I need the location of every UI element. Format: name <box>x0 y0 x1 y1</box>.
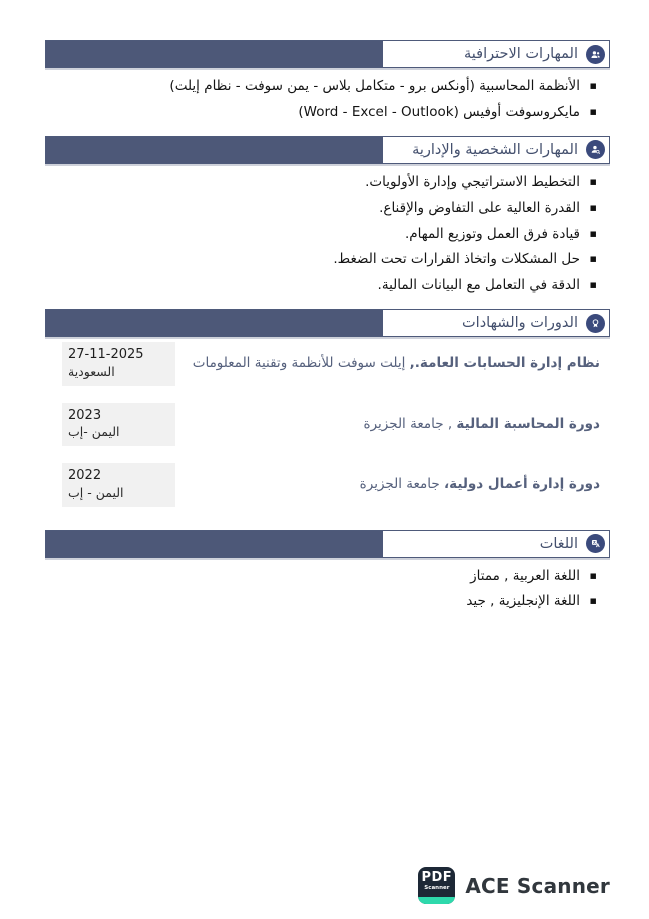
course-date-box <box>62 463 175 506</box>
languages-list <box>45 558 610 612</box>
section-header-courses <box>45 309 610 337</box>
header-bar-fill <box>46 41 384 67</box>
section-header-languages <box>45 530 610 558</box>
course-date: 27-11-2025 <box>68 347 144 363</box>
course-title-name: دورة المحاسبة المالية <box>456 415 600 432</box>
course-date-box <box>62 342 175 385</box>
list-item: ▪ الدقة في التعامل مع البيانات المالية. <box>45 276 597 295</box>
course-title-org: , جامعة الجزيرة <box>363 415 457 432</box>
section-header-professional-skills <box>45 40 610 68</box>
certificate-medal-icon <box>586 314 605 333</box>
list-item: ▪ قيادة فرق العمل وتوزيع المهام. <box>45 225 597 244</box>
course-title-name: نظام إدارة الحسابات العامة., <box>409 355 600 372</box>
pdf-scanner-icon <box>418 867 455 904</box>
list-item: ▪ مايكروسوفت أوفيس (Word - Excel - Outlook) <box>45 103 597 122</box>
list-item: ▪ القدرة العالية على التفاوض والإقناع. <box>45 199 597 218</box>
section-title-courses: الدورات والشهادات <box>462 315 578 332</box>
section-title-personal-skills: المهارات الشخصية والإدارية <box>412 141 578 158</box>
course-entry <box>45 342 610 385</box>
list-item: ▪ الأنظمة المحاسبية (أونكس برو - متكامل بلاس - يمن سوفت - نظام إيلت) <box>45 77 597 96</box>
section-title-languages: اللغات <box>539 535 578 552</box>
list-item: ▪ التخطيط الاستراتيجي وإدارة الأولويات. <box>45 173 597 192</box>
list-item: ▪ اللغة الإنجليزية , جيد <box>45 592 597 611</box>
course-title-org: إيلت سوفت للأنظمة وتقنية المعلومات <box>192 355 410 372</box>
badge-teal-strip <box>418 897 455 904</box>
translate-icon <box>586 534 605 553</box>
professional-skills-list <box>45 68 610 122</box>
course-title <box>175 415 610 435</box>
scanner-watermark <box>418 867 610 904</box>
header-bar-fill <box>46 137 384 163</box>
course-date: 2022 <box>68 468 102 484</box>
user-search-icon <box>586 140 605 159</box>
header-bar-fill <box>46 531 384 557</box>
personal-skills-list <box>45 164 610 295</box>
course-title-org: جامعة الجزيرة <box>359 476 445 492</box>
course-location: اليمن - إب <box>68 484 124 500</box>
course-location: السعودية <box>68 363 115 379</box>
scanner-brand-name: ACE Scanner <box>465 873 610 898</box>
course-date: 2023 <box>68 407 102 423</box>
list-item: ▪ اللغة العربية , ممتاز <box>45 567 597 586</box>
users-network-icon <box>586 45 605 64</box>
course-location: اليمن -إب <box>68 424 120 440</box>
course-title <box>175 354 610 374</box>
courses-list <box>45 342 610 506</box>
section-header-personal-skills <box>45 136 610 164</box>
header-bar-fill <box>46 310 384 336</box>
course-title-name: دورة إدارة أعمال دولية، <box>444 476 600 492</box>
pdf-badge-subtext: Scanner <box>424 885 450 892</box>
course-entry <box>45 403 610 446</box>
list-item: ▪ حل المشكلات واتخاذ القرارات تحت الضغط. <box>45 250 597 269</box>
course-title <box>175 475 610 495</box>
pdf-badge-text: PDF <box>421 870 453 885</box>
course-date-box <box>62 403 175 446</box>
course-entry <box>45 463 610 506</box>
section-title-professional-skills: المهارات الاحترافية <box>464 46 578 62</box>
